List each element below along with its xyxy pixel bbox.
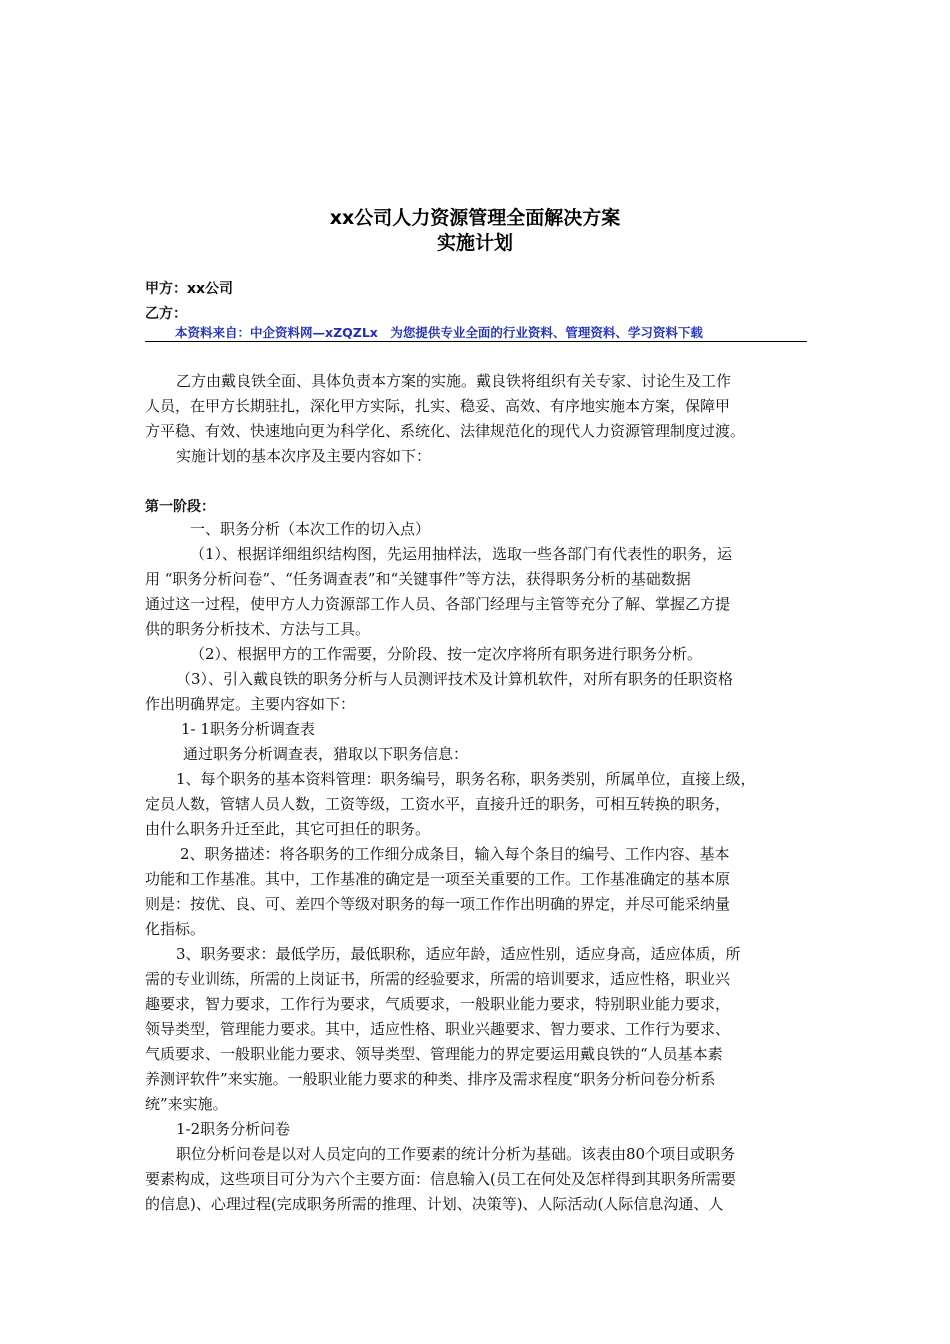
body-line: 的信息)、心理过程(完成职务所需的推理、计划、决策等)、人际活动(人际信息沟通、人	[145, 1195, 724, 1213]
body-line: 作出明确界定。主要内容如下：	[145, 695, 356, 713]
body-line: 要素构成，这些项目可分为六个主要方面：信息输入(员工在何处及怎样得到其职务所需要	[145, 1170, 736, 1188]
body-line: 乙方由戴良铁全面、具体负责本方案的实施。戴良铁将组织有关专家、讨论生及工作	[176, 372, 732, 390]
body-line: 通过职务分析调查表，猎取以下职务信息：	[183, 745, 469, 763]
body-line: 定员人数，管辖人员人数，工资等级，工资水平，直接升迁的职务，可相互转换的职务，	[145, 795, 731, 813]
section-heading: 一、职务分析（本次工作的切入点）	[190, 520, 431, 538]
body-line: （1）、根据详细组织结构图，先运用抽样法，选取一些各部门有代表性的职务，运	[190, 545, 733, 563]
body-line: 功能和工作基准。其中，工作基准的确定是一项至关重要的工作。工作基准确定的基本原	[145, 870, 731, 888]
document-title: xx公司人力资源管理全面解决方案	[329, 207, 621, 229]
body-line: 由什么职务升迁至此，其它可担任的职务。	[145, 820, 431, 838]
body-line: 3、职务要求：最低学历，最低职称，适应年龄，适应性别，适应身高，适应体质，所	[176, 945, 741, 963]
body-line: 化指标。	[145, 920, 206, 938]
party-a: 甲方：xx公司	[145, 281, 234, 297]
body-line: 养测评软件”来实施。一般职业能力要求的种类、排序及需求程度“职务分析问卷分析系	[145, 1070, 716, 1088]
body-line: 需的专业训练，所需的上岗证书，所需的经验要求，所需的培训要求，适应性格，职业兴	[145, 970, 731, 988]
body-line: 领导类型，管理能力要求。其中，适应性格、职业兴趣要求、智力要求、工作行为要求、	[145, 1020, 731, 1038]
body-line: 1、每个职务的基本资料管理：职务编号，职务名称，职务类别，所属单位，直接上级，	[176, 770, 756, 788]
body-line: 方平稳、有效、快速地向更为科学化、系统化、法律规范化的现代人力资源管理制度过渡。	[145, 422, 746, 440]
source-link[interactable]: 本资料来自：中企资料网—xZQZLx 为您提供专业全面的行业资料、管理资料、学习资料下载	[175, 325, 703, 340]
body-line: 通过这一过程，使甲方人力资源部工作人员、各部门经理与主管等充分了解、掌握乙方提	[145, 595, 731, 613]
body-line: 趣要求，智力要求，工作行为要求，气质要求，一般职业能力要求，特别职业能力要求，	[145, 995, 731, 1013]
body-line: 统”来实施。	[145, 1095, 228, 1113]
stage-heading: 第一阶段：	[145, 499, 215, 515]
body-line: 用 “职务分析问卷”、“任务调查表”和“关键事件”等方法，获得职务分析的基础数据	[145, 570, 691, 588]
body-line: 供的职务分析技术、方法与工具。	[145, 620, 371, 638]
body-line: 气质要求、一般职业能力要求、领导类型、管理能力的界定要运用戴良铁的“人员基本素	[145, 1045, 723, 1063]
body-line: 职位分析问卷是以对人员定向的工作要素的统计分析为基础。该表由80个项目或职务	[176, 1145, 736, 1163]
subsection-heading: 1-2职务分析问卷	[176, 1120, 291, 1138]
body-line: （3）、引入戴良铁的职务分析与人员测评技术及计算机软件，对所有职务的任职资格	[176, 670, 734, 688]
body-line: 2、职务描述：将各职务的工作细分成条目，输入每个条目的编号、工作内容、基本	[180, 845, 730, 863]
body-line: 人员，在甲方长期驻扎，深化甲方实际，扎实、稳妥、高效、有序地实施本方案，保障甲	[145, 397, 731, 415]
party-b: 乙方：	[145, 306, 187, 322]
body-line: 实施计划的基本次序及主要内容如下：	[176, 447, 432, 465]
header-divider	[145, 341, 807, 342]
document-subtitle: 实施计划	[436, 232, 513, 254]
body-line: 则是：按优、良、可、差四个等级对职务的每一项工作作出明确的界定，并尽可能采纳量	[145, 895, 731, 913]
subsection-heading: 1- 1职务分析调查表	[181, 720, 315, 738]
body-line: （2）、根据甲方的工作需要，分阶段、按一定次序将所有职务进行职务分析。	[190, 645, 703, 663]
